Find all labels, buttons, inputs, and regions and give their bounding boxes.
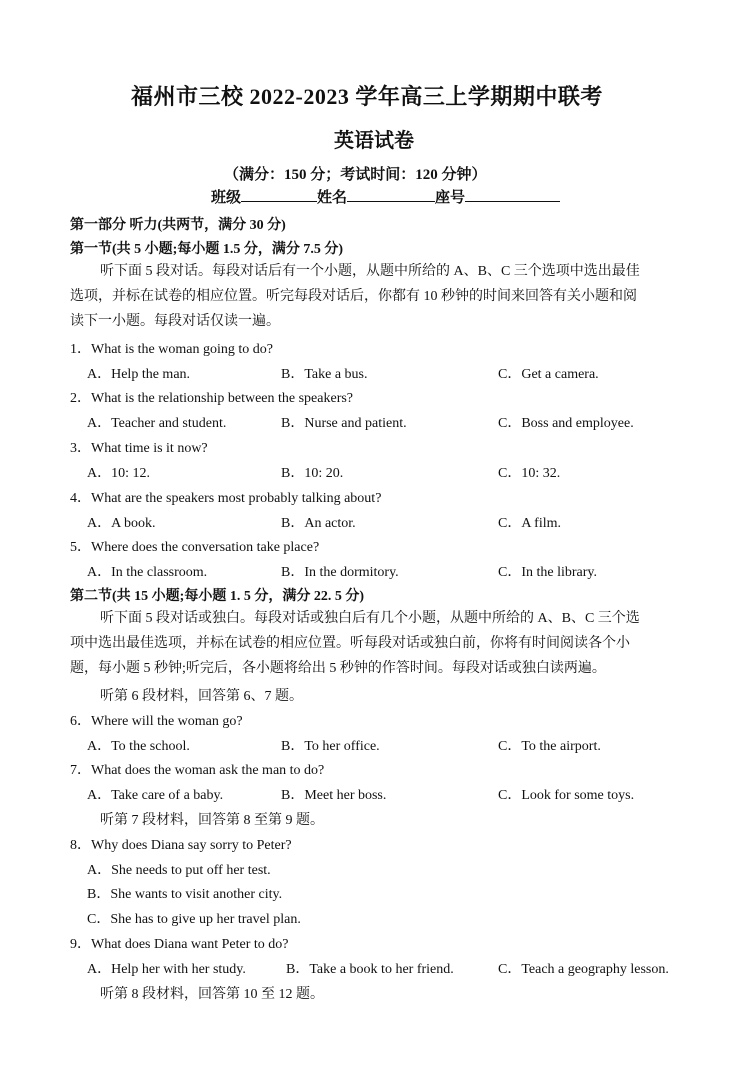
- question-stem: 2．What is the relationship between the speakers?: [70, 391, 354, 406]
- option-a[interactable]: A．Help her with her study.: [87, 962, 246, 977]
- name-field[interactable]: [347, 187, 435, 202]
- option-c[interactable]: C．In the library.: [498, 565, 598, 580]
- class-field[interactable]: [241, 187, 317, 202]
- option-b[interactable]: B．To her office.: [281, 739, 380, 754]
- instruction-line: 选项，并标在试卷的相应位置。听完每段对话后，你都有 10 秒钟的时间来回答有关小题和阅: [70, 289, 637, 304]
- section2-instructions: [70, 606, 640, 681]
- option-b[interactable]: B．She wants to visit another city.: [87, 887, 283, 902]
- option-a[interactable]: A．She needs to put off her test.: [87, 863, 271, 878]
- option-a[interactable]: A．Take care of a baby.: [87, 788, 224, 803]
- listening-note: 听第 8 段材料，回答第 10 至 12 题。: [100, 987, 324, 1002]
- name-label: 姓名: [317, 190, 348, 206]
- exam-subtitle: 英语试卷: [334, 130, 414, 152]
- question-stem: 4．What are the speakers most probably talking about?: [70, 491, 382, 506]
- class-label: 班级: [211, 190, 242, 206]
- option-b[interactable]: B．An actor.: [281, 516, 356, 531]
- question-stem: 7．What does the woman ask the man to do?: [70, 763, 325, 778]
- option-c[interactable]: C．Boss and employee.: [498, 416, 634, 431]
- section2-heading: 第二节(共 15 小题;每小题 1. 5 分，满分 22. 5 分): [70, 589, 364, 604]
- seat-field[interactable]: [465, 187, 560, 202]
- option-c[interactable]: C．Teach a geography lesson.: [498, 962, 669, 977]
- option-a[interactable]: A．Teacher and student.: [87, 416, 227, 431]
- instruction-line: 听下面 5 段对话。每段对话后有一个小题，从题中所给的 A、B、C 三个选项中选出最佳: [100, 264, 640, 279]
- option-b[interactable]: B．Take a book to her friend.: [286, 962, 454, 977]
- option-b[interactable]: B．Take a bus.: [281, 367, 368, 382]
- student-info-row: [211, 186, 560, 207]
- section1-heading: 第一节(共 5 小题;每小题 1.5 分，满分 7.5 分): [70, 242, 343, 257]
- option-c[interactable]: C．10: 32.: [498, 466, 561, 481]
- instruction-line: 听下面 5 段对话或独白。每段对话或独白后有几个小题，从题中所给的 A、B、C 三个选: [100, 611, 640, 626]
- part1-heading: 第一部分 听力(共两节，满分 30 分): [70, 218, 286, 233]
- question-stem: 1．What is the woman going to do?: [70, 342, 273, 357]
- option-c[interactable]: C．She has to give up her travel plan.: [87, 912, 301, 927]
- question-stem: 5．Where does the conversation take place?: [70, 540, 320, 555]
- option-b[interactable]: B．Meet her boss.: [281, 788, 387, 803]
- option-c[interactable]: C．To the airport.: [498, 739, 601, 754]
- option-c[interactable]: C．Look for some toys.: [498, 788, 635, 803]
- question-stem: 9．What does Diana want Peter to do?: [70, 937, 289, 952]
- section1-instructions: [70, 259, 640, 334]
- option-a[interactable]: A．In the classroom.: [87, 565, 208, 580]
- listening-note: 听第 6 段材料，回答第 6、7 题。: [100, 689, 303, 704]
- option-a[interactable]: A．A book.: [87, 516, 156, 531]
- option-b[interactable]: B．In the dormitory.: [281, 565, 399, 580]
- instruction-line: 题，每小题 5 秒钟;听完后，各小题将给出 5 秒钟的作答时间。每段对话或独白读两遍。: [70, 661, 606, 676]
- question-stem: 6．Where will the woman go?: [70, 714, 243, 729]
- option-a[interactable]: A．To the school.: [87, 739, 190, 754]
- exam-title: 福州市三校 2022-2023 学年高三上学期期中联考: [131, 84, 603, 109]
- option-a[interactable]: A．10: 12.: [87, 466, 150, 481]
- instruction-line: 读下一小题。每段对话仅读一遍。: [70, 314, 280, 329]
- option-c[interactable]: C．Get a camera.: [498, 367, 599, 382]
- option-b[interactable]: B．10: 20.: [281, 466, 344, 481]
- option-a[interactable]: A．Help the man.: [87, 367, 191, 382]
- listening-note: 听第 7 段材料，回答第 8 至第 9 题。: [100, 813, 324, 828]
- exam-meta: （满分：150 分；考试时间：120 分钟）: [224, 167, 487, 183]
- question-stem: 3．What time is it now?: [70, 441, 208, 456]
- option-c[interactable]: C．A film.: [498, 516, 562, 531]
- instruction-line: 项中选出最佳选项，并标在试卷的相应位置。听每段对话或独白前，你将有时间阅读各个小: [70, 636, 630, 651]
- option-b[interactable]: B．Nurse and patient.: [281, 416, 407, 431]
- seat-label: 座号: [435, 190, 466, 206]
- question-stem: 8．Why does Diana say sorry to Peter?: [70, 838, 292, 853]
